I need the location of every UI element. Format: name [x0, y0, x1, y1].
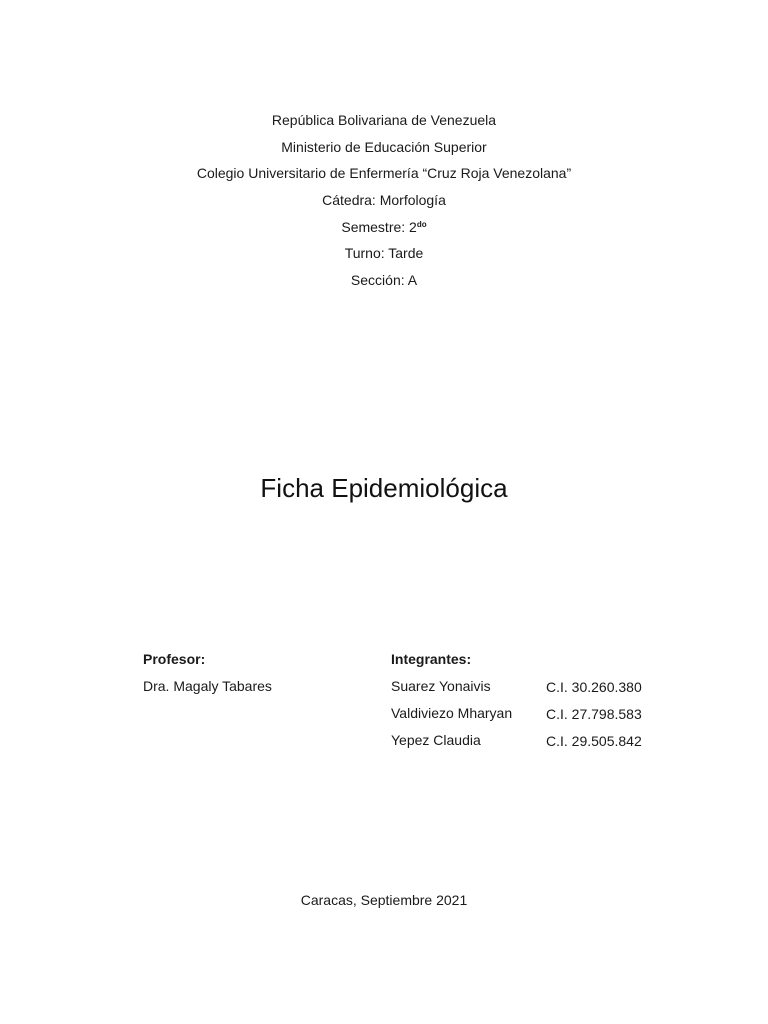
header-ministerio: Ministerio de Educación Superior	[281, 138, 487, 155]
document-footer: Caracas, Septiembre 2021	[300, 892, 468, 908]
member-name: Suarez Yonaivis	[391, 678, 491, 694]
semestre-ordinal: do	[416, 219, 427, 229]
header-colegio: Colegio Universitario de Enfermería “Cruz Roja Venezolana”	[196, 165, 572, 182]
semestre-label: Semestre: 2	[341, 218, 417, 235]
member-row	[391, 677, 671, 695]
header-catedra: Cátedra: Morfología	[322, 192, 446, 209]
header-republica: República Bolivariana de Venezuela	[271, 112, 497, 128]
member-row	[391, 731, 671, 749]
header-turno: Turno: Tarde	[344, 245, 424, 262]
document-header	[0, 107, 768, 294]
header-seccion: Sección: A	[350, 272, 418, 289]
member-ci: C.I. 27.798.583	[546, 706, 642, 722]
member-ci: C.I. 30.260.380	[546, 679, 642, 695]
member-name: Yepez Claudia	[391, 732, 481, 748]
profesor-name: Dra. Magaly Tabares	[143, 678, 272, 694]
header-semestre	[0, 214, 768, 241]
document-title: Ficha Epidemiológica	[260, 473, 508, 503]
profesor-label: Profesor:	[143, 651, 206, 667]
member-row	[391, 704, 671, 722]
integrantes-label: Integrantes:	[391, 651, 472, 667]
member-ci: C.I. 29.505.842	[546, 733, 642, 749]
member-name: Valdiviezo Mharyan	[391, 705, 513, 721]
